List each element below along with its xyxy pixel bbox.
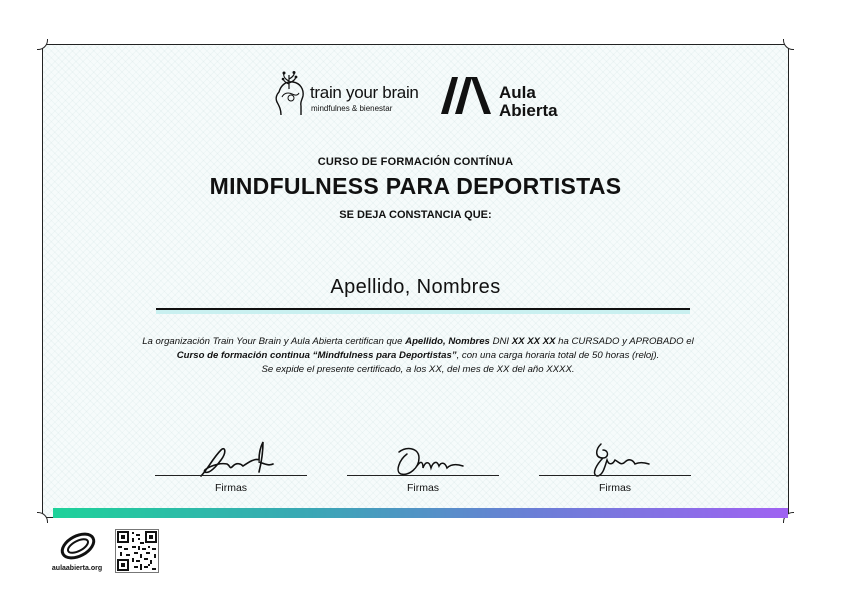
body-text-1: La organización Train Your Brain y Aula Abierta certifican que (142, 336, 406, 347)
train-your-brain-logo (274, 71, 419, 122)
aula-abierta-mark-icon (441, 74, 493, 116)
train-your-brain-wordmark: train your brain (310, 83, 419, 102)
certificate-body (138, 335, 698, 377)
signature-label-2: Firmas (406, 482, 440, 494)
aula-abierta-line-2: Abierta (499, 101, 558, 120)
signature-1-scribble (155, 440, 307, 480)
signature-label-1: Firmas (214, 482, 248, 494)
certificate-body-paragraph (138, 335, 698, 363)
aula-abierta-wordmark (499, 84, 558, 120)
signature-line-3 (539, 475, 691, 476)
signature-block-1 (155, 440, 307, 500)
recipient-name-underline (156, 308, 690, 310)
body-bold-dni: XX XX XX (511, 336, 556, 347)
footer-url: aulaabierta.org (51, 565, 103, 572)
signature-block-3 (539, 440, 691, 500)
certificate-frame (42, 44, 789, 518)
signature-2-scribble (347, 440, 499, 480)
recipient-name: Apellido, Nombres (330, 276, 501, 298)
corner-notch-top-right (783, 39, 794, 50)
constancia-heading: SE DEJA CONSTANCIA QUE: (339, 209, 492, 221)
aula-abierta-ring-logo-icon (58, 528, 98, 564)
head-plant-icon (274, 71, 308, 117)
gradient-bottom-bar (53, 508, 788, 518)
certificate-issue-line: Se expide el presente certificado, a los XX, del mes de XX del año XXXX. (261, 364, 575, 375)
body-text-2: DNI (489, 336, 512, 347)
corner-notch-top-left (37, 39, 48, 50)
course-type-heading: CURSO DE FORMACIÓN CONTÍNUA (317, 156, 514, 168)
signature-label-3: Firmas (598, 482, 632, 494)
signature-3-scribble (539, 440, 691, 480)
qr-code-pattern-icon (116, 530, 158, 572)
aula-abierta-logo (441, 74, 558, 121)
body-text-3: ha CURSADO y APROBADO el (555, 336, 694, 347)
signature-line-2 (347, 475, 499, 476)
qr-code[interactable] (115, 529, 159, 573)
header-logos (43, 69, 788, 119)
body-text-4: , con una carga horaria total de 50 horas (reloj). (456, 350, 660, 361)
body-bold-course: Curso de formación continua “Mindfulness para Deportistas” (176, 350, 457, 361)
aula-abierta-line-1: Aula (499, 83, 536, 102)
certificate-title: MINDFULNESS PARA DEPORTISTAS (209, 173, 622, 199)
corner-notch-bottom-left (37, 512, 48, 523)
train-your-brain-tagline: mindfulnes & bienestar (311, 104, 393, 113)
signature-block-2 (347, 440, 499, 500)
signature-line-1 (155, 475, 307, 476)
body-bold-name: Apellido, Nombres (405, 336, 490, 347)
